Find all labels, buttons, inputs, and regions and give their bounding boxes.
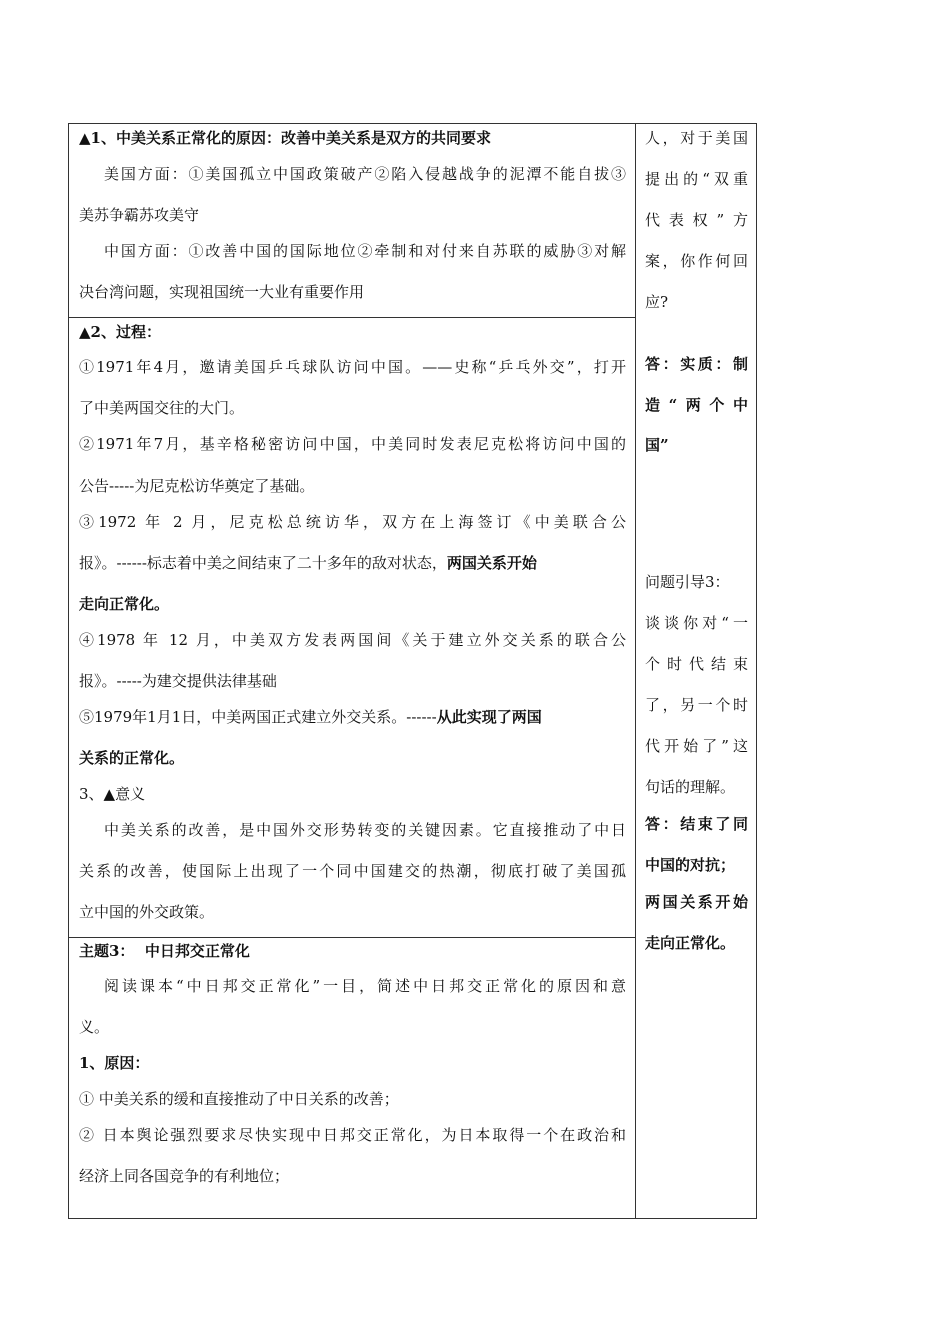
side-answer-line1: 答：实质：制	[645, 355, 748, 373]
side-question-line2: 提出的“双重	[645, 170, 748, 188]
side-guide-line3: 个时代结束	[645, 655, 748, 673]
process-item2-line1: ②1971年7月，基辛格秘密访问中国，中美同时发表尼克松将访问中国的	[79, 435, 626, 453]
section1-title: ▲1、中美关系正常化的原因：改善中美关系是双方的共同要求	[79, 129, 491, 147]
process-item1-line1: ①1971年4月，邀请美国乒乓球队访问中国。——史称“乒乓外交”，打开	[79, 358, 626, 376]
topic3-reason2-line2: 经济上同各国竞争的有利地位；	[79, 1167, 290, 1185]
side-guide-answer-line3: 两国关系开始	[645, 893, 748, 911]
column-divider	[635, 124, 636, 1218]
side-guide-line6: 句话的理解。	[645, 778, 736, 796]
process-item3-line3: 走向正常化。	[79, 595, 170, 613]
process-item3-text: 报》。------标志着中美之间结束了二十多年的敌对状态，	[79, 554, 447, 572]
process-item5-text: ⑤1979年1月1日，中美两国正式建立外交关系。------	[79, 708, 437, 726]
side-answer-line2: 造“两个中	[645, 396, 748, 414]
side-guide-answer-line2: 中国的对抗；	[645, 856, 736, 874]
significance-line2: 关系的改善，使国际上出现了一个同中国建交的热潮，彻底打破了美国孤	[79, 862, 626, 880]
side-guide-line1: 问题引导3：	[645, 573, 730, 591]
process-item3-line1: ③1972 年 2 月，尼克松总统访华，双方在上海签订《中美联合公	[79, 513, 626, 531]
side-question-line1: 人，对于美国	[645, 129, 748, 147]
process-item3-line2	[79, 553, 537, 573]
process-item5-emphasis: 从此实现了两国	[436, 708, 542, 726]
topic3-intro-line2: 义。	[79, 1018, 110, 1036]
side-guide-line5: 代开始了”这	[645, 737, 748, 755]
row-divider	[69, 317, 636, 318]
side-guide-line4: 了，另一个时	[645, 696, 748, 714]
side-guide-answer-line1: 答：结束了同	[645, 815, 748, 833]
process-item5-line1	[79, 707, 542, 727]
topic3-title: 主题3： 中日邦交正常化	[79, 942, 250, 960]
topic3-reason2-line1: ② 日本舆论强烈要求尽快实现中日邦交正常化，为日本取得一个在政治和	[79, 1126, 626, 1144]
process-item1-line2: 了中美两国交往的大门。	[79, 399, 245, 417]
significance-line3: 立中国的外交政策。	[79, 903, 215, 921]
process-item4-line2: 报》。-----为建交提供法律基础	[79, 672, 277, 690]
section1-cn-line2: 决台湾问题，实现祖国统一大业有重要作用	[79, 283, 365, 301]
section1-us-line1: 美国方面：①美国孤立中国政策破产②陷入侵越战争的泥潭不能自拔③	[104, 165, 626, 183]
side-answer-line3: 国”	[645, 436, 669, 454]
section2-title: ▲2、过程：	[79, 323, 161, 341]
section1-cn-line1: 中国方面：①改善中国的国际地位②牵制和对付来自苏联的威胁③对解	[104, 242, 626, 260]
topic3-intro-line1: 阅读课本“中日邦交正常化”一目，简述中日邦交正常化的原因和意	[104, 977, 626, 995]
significance-line1: 中美关系的改善，是中国外交形势转变的关键因素。它直接推动了中日	[104, 821, 626, 839]
section1-us-line2: 美苏争霸苏攻美守	[79, 206, 200, 224]
topic3-reason1: ① 中美关系的缓和直接推动了中日关系的改善；	[79, 1090, 399, 1108]
side-question-line4: 案，你作何回	[645, 252, 748, 270]
process-item2-line2: 公告-----为尼克松访华奠定了基础。	[79, 477, 315, 495]
section3-title: 3、▲意义	[79, 785, 146, 803]
side-question-line3: 代表权”方	[645, 211, 748, 229]
process-item4-line1: ④1978 年 12 月，中美双方发表两国间《关于建立外交关系的联合公	[79, 631, 626, 649]
row-divider	[69, 937, 636, 938]
process-item3-emphasis: 两国关系开始	[446, 554, 537, 572]
side-question-line5: 应?	[645, 293, 669, 311]
topic3-reasons-title: 1、原因：	[79, 1054, 150, 1072]
side-guide-line2: 谈谈你对“一	[645, 614, 748, 632]
process-item5-line2: 关系的正常化。	[79, 749, 185, 767]
side-guide-answer-line4: 走向正常化。	[645, 934, 736, 952]
